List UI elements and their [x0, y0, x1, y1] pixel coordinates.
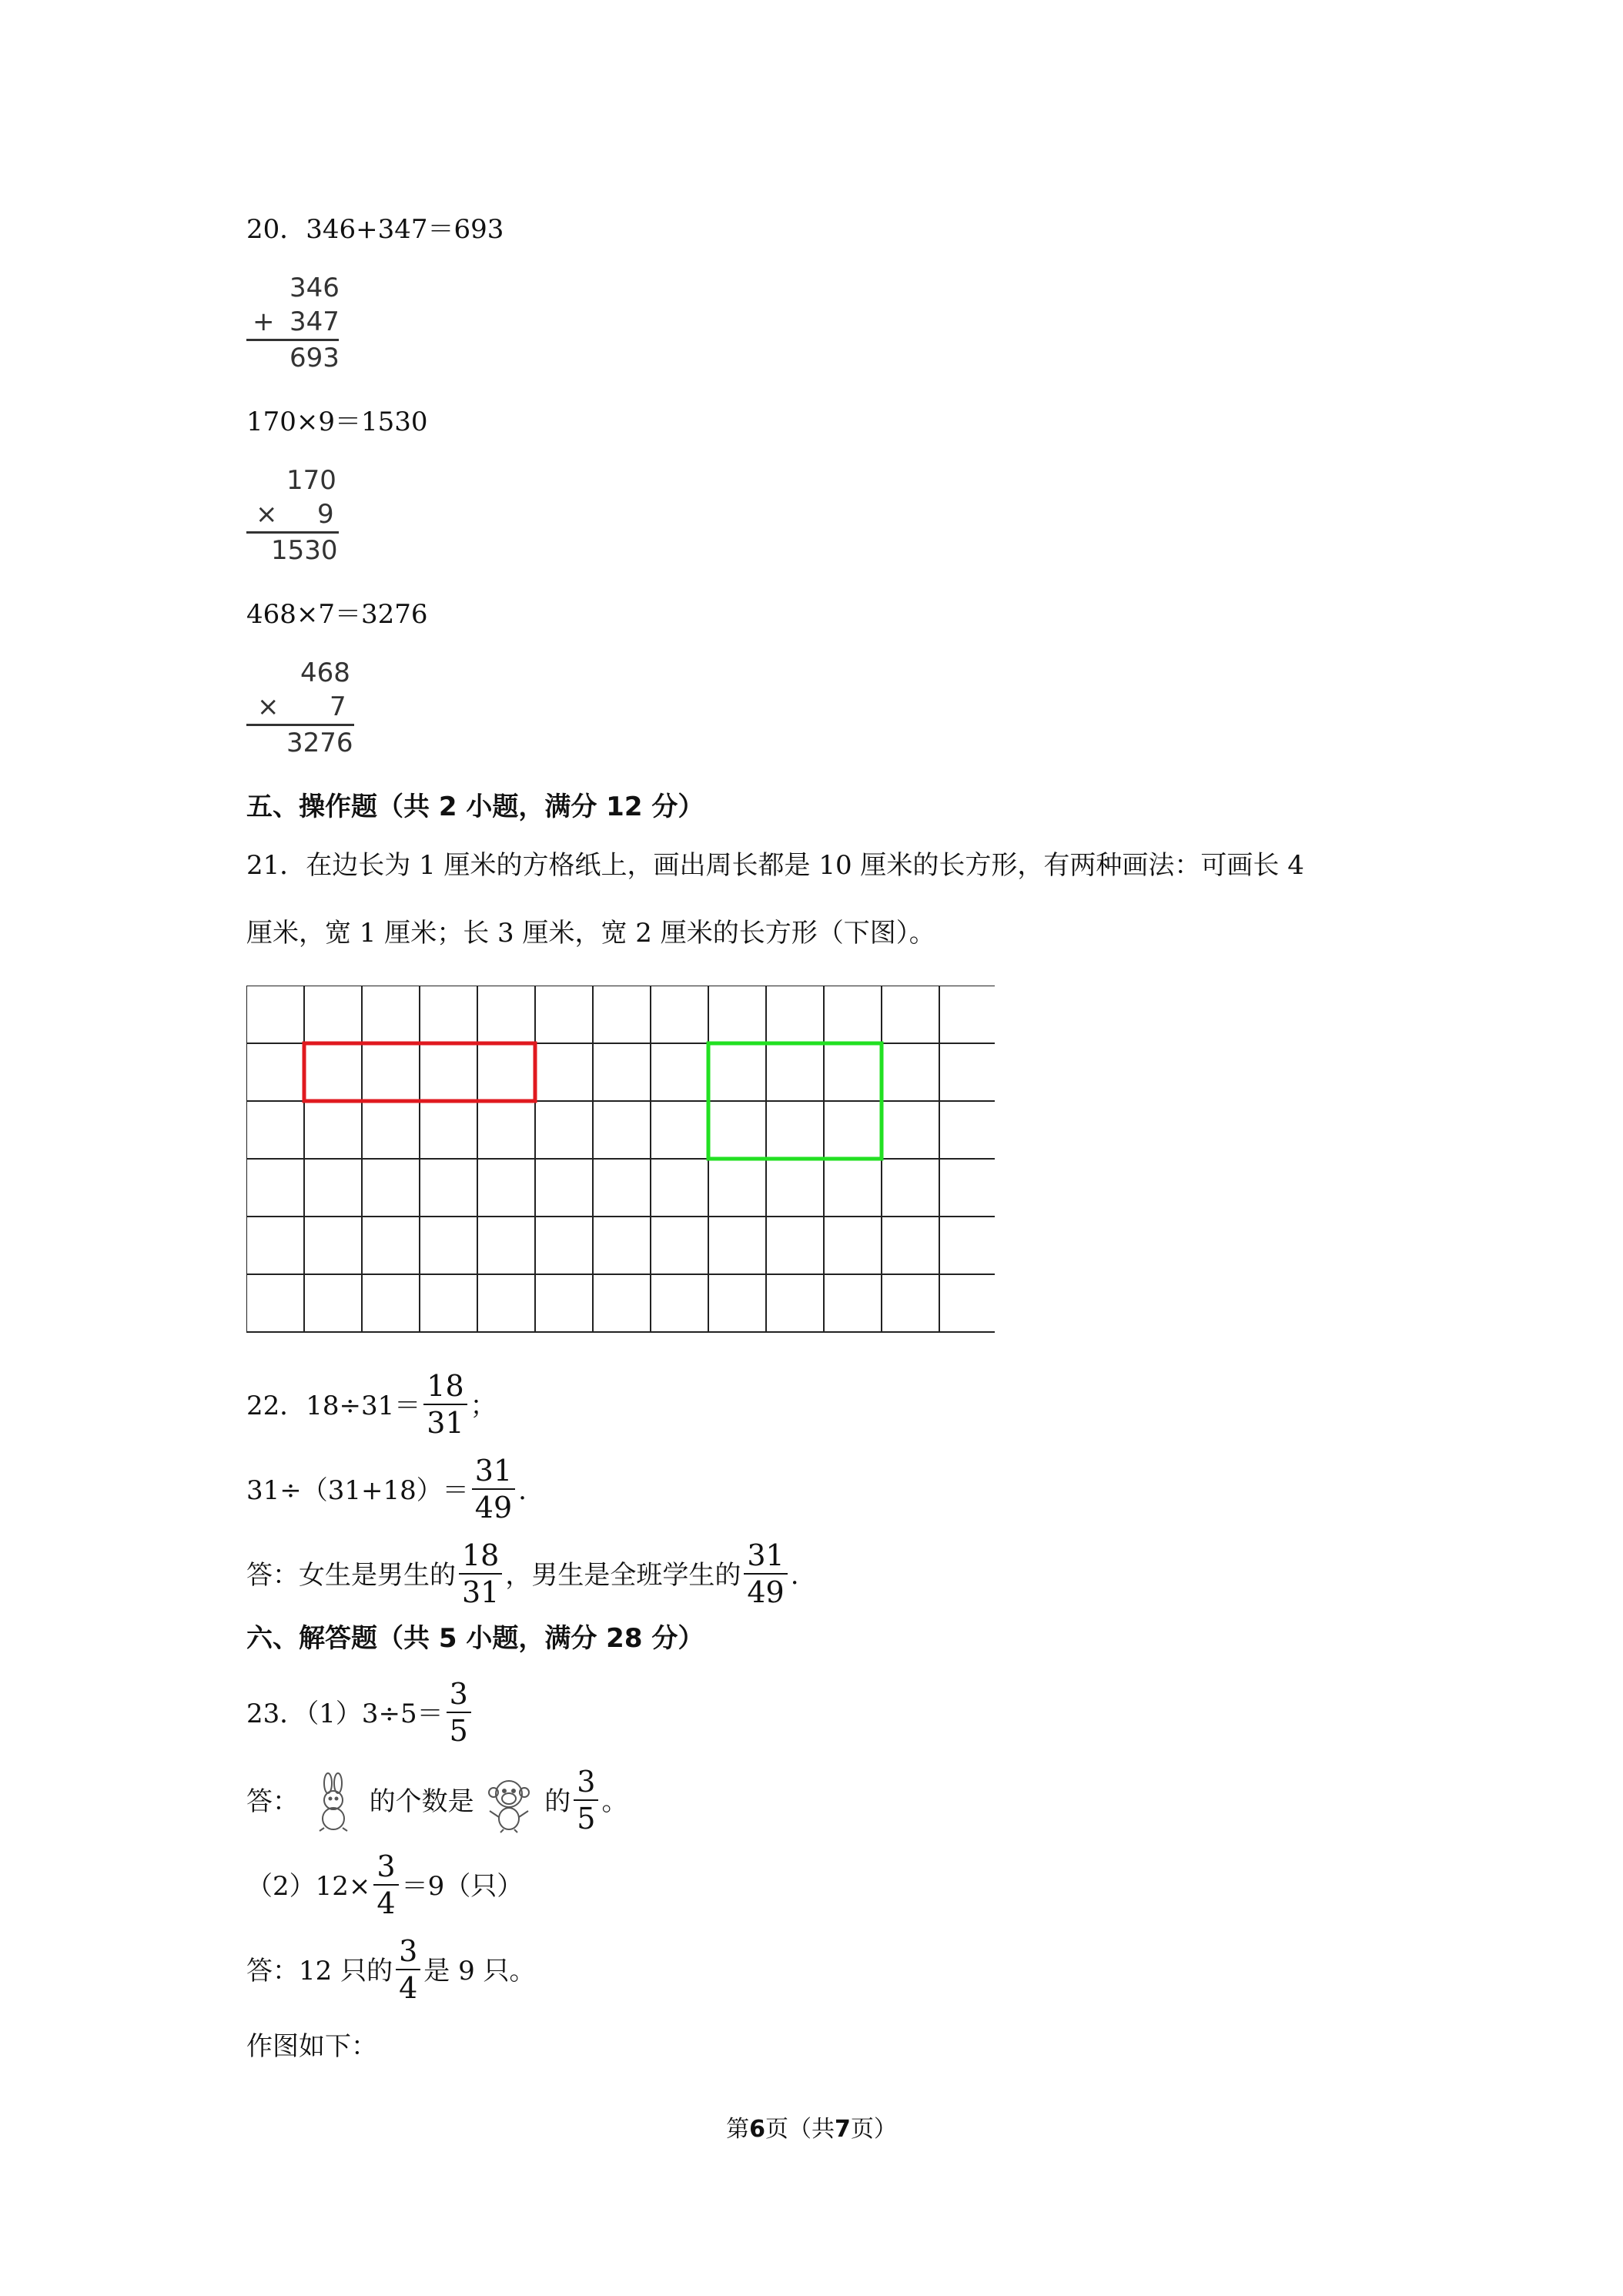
vertical-operator: × — [257, 691, 279, 722]
vertical-top: 468 — [300, 658, 350, 688]
q22-answer-part-a: 答：女生是男生的 — [246, 1560, 456, 1591]
q22-line-2-suffix: . — [518, 1475, 527, 1506]
fraction-numerator: 18 — [462, 1538, 500, 1572]
vertical-operator: + — [253, 306, 275, 337]
q22-line-1-suffix: ； — [470, 1391, 497, 1421]
grid-figure — [246, 986, 995, 1334]
page-footer — [0, 2110, 1623, 2144]
fraction-numerator: 31 — [747, 1538, 785, 1572]
q23-part-2-suffix: ＝9（只） — [401, 1871, 524, 1902]
vertical-top: 346 — [289, 273, 340, 303]
q22-answer-part-b: ，男生是全班学生的 — [505, 1560, 741, 1591]
q23-answer-2-part-a: 答：12 只的 — [246, 1956, 393, 1986]
fraction — [423, 1368, 467, 1441]
fraction-denominator: 4 — [376, 1886, 396, 1920]
q21-text-line-2: 厘米，宽 1 厘米；长 3 厘米，宽 2 厘米的长方形（下图）。 — [246, 918, 935, 949]
fraction — [373, 1849, 398, 1921]
q22-line-2-prefix: 31÷（31+18）＝ — [246, 1475, 469, 1506]
vertical-operator: × — [256, 499, 278, 530]
fraction-denominator: 5 — [577, 1802, 596, 1836]
fraction-numerator: 18 — [427, 1369, 464, 1403]
fraction — [472, 1453, 515, 1525]
fraction-numerator: 3 — [399, 1934, 418, 1968]
footer-page-number: 6 — [749, 2116, 765, 2143]
fraction-denominator: 5 — [449, 1714, 468, 1748]
q22-answer-part-c: . — [790, 1560, 799, 1591]
q23-answer-part-b: 的个数是 — [369, 1786, 474, 1817]
fraction-denominator: 4 — [399, 1971, 418, 2005]
q23-answer-2-part-b: 是 9 只。 — [423, 1956, 536, 1986]
q22-line-1 — [246, 1367, 497, 1444]
footer-prefix: 第 — [726, 2116, 750, 2143]
q23-answer-2 — [246, 1933, 536, 2010]
section-5-heading: 五、操作题（共 2 小题，满分 12 分） — [246, 792, 704, 822]
q22-line-2 — [246, 1452, 527, 1529]
fraction-denominator: 31 — [462, 1575, 500, 1609]
q23-part-2 — [246, 1848, 523, 1925]
q23-drawing-caption: 作图如下： — [246, 2031, 377, 2062]
footer-suffix: 页） — [850, 2116, 897, 2143]
footer-middle: 页（共 — [765, 2116, 835, 2143]
vertical-result: 1530 — [271, 535, 338, 566]
q22-line-1-prefix: 22．18÷31＝ — [246, 1391, 421, 1421]
fraction-numerator: 31 — [474, 1454, 513, 1488]
vertical-bottom: 9 — [317, 499, 334, 530]
vertical-result: 693 — [289, 343, 340, 373]
section-6-heading: 六、解答题（共 5 小题，满分 28 分） — [246, 1623, 704, 1654]
q21-text-line-1: 21．在边长为 1 厘米的方格纸上，画出周长都是 10 厘米的长方形，有两种画法：可画长 4 — [246, 850, 1304, 881]
vertical-top: 170 — [286, 465, 336, 496]
fraction — [574, 1764, 598, 1836]
monkey-icon — [482, 1772, 536, 1834]
q23-answer-part-d: 。 — [601, 1786, 628, 1817]
q20-equation-2: 170×9＝1530 — [246, 407, 428, 437]
vertical-result: 3276 — [286, 728, 353, 758]
vertical-multiplication-1 — [246, 464, 339, 567]
q23-line-1-prefix: 23．（1）3÷5＝ — [246, 1699, 443, 1729]
fraction — [459, 1538, 502, 1610]
fraction — [447, 1676, 471, 1749]
vertical-addition — [246, 271, 339, 375]
q23-line-1 — [246, 1675, 474, 1752]
vertical-multiplication-2 — [246, 656, 354, 760]
fraction-denominator: 49 — [747, 1575, 785, 1609]
q20-equation-3: 468×7＝3276 — [246, 599, 428, 630]
q23-part-2-prefix: （2）12× — [246, 1871, 371, 1902]
fraction-numerator: 3 — [577, 1765, 596, 1799]
vertical-bottom: 347 — [289, 306, 340, 337]
q20-equation-1: 20．346+347＝693 — [246, 214, 504, 245]
q23-answer-1 — [246, 1763, 627, 1840]
q22-answer — [246, 1537, 799, 1614]
fraction-denominator: 49 — [474, 1491, 513, 1525]
fraction-numerator: 3 — [376, 1849, 396, 1883]
footer-total-pages: 7 — [835, 2116, 851, 2143]
fraction — [744, 1538, 787, 1610]
fraction-denominator: 31 — [427, 1406, 464, 1440]
q23-answer-part-a: 答： — [246, 1786, 299, 1817]
vertical-bottom: 7 — [330, 691, 346, 722]
fraction-numerator: 3 — [449, 1677, 468, 1711]
q23-answer-part-c: 的 — [544, 1786, 571, 1817]
rabbit-icon — [307, 1772, 361, 1834]
fraction — [396, 1933, 420, 2006]
